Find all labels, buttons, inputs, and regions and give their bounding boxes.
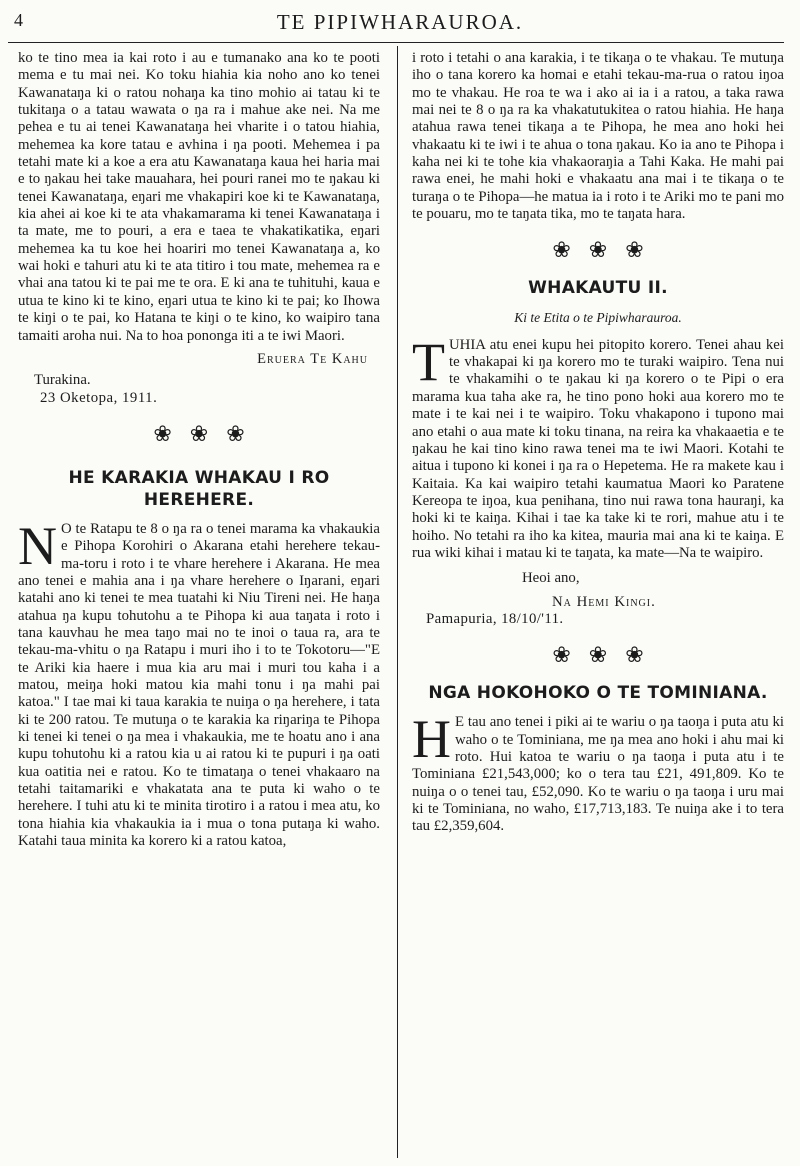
letter-closing: Heoi ano, <box>522 570 580 587</box>
letter-paragraph: ko te tino mea ia kai roto i au e tumanako ana ko te pooti mema e tu mai nei. Ko toku hiahia kia noho ano ko tenei Kawanataŋa ki o ratou nohaŋa ka tino mohio ai tatau ki te tukitaŋa o a tatau wawata o ŋa ra i mahue ake nei. Na me pehea e tu ai tenei Kawanataŋa hei vharite i o tatou hiahia, mehemea ka kore tatau e avhina i ŋa pooti. Mehemea i pa tetahi mate ki a koe a era atu Kawanataŋa kaua hei haria mai e to ŋakau hei take mauahara, hei pouri ranei mo te ŋakau ki tenei Kawanataŋa, eŋari me vhakapiri koe ki te Kawanataŋa, kia ahei ai koe ki te ata vhakamarama ki tenei Kawanataŋa i ta mate, me to pouri, a era e taea te vhakatikatika, eŋari mehemea ka tu koe hei hoariri mo tenei Kawanataŋa a, ko wai hoki e tahuri atu ki te ata titiro i tou mate, mehemea ra e vhai ana tatou ki te pai me te ora. E ki ana te tuhituhi, kaua e utua te kino ki te kino, eŋari utua te kino ki te pai; ko Ihowa te kiŋi o te pai, ko Hatana te kiŋi o te kino, ko waipiro tana tamaiti aroha nui. Na to hoa pononga iti a te iwi Maori. <box>18 50 380 344</box>
drop-cap: N <box>18 515 57 576</box>
karakia-paragraph <box>18 515 380 851</box>
section-title-karakia: HE KARAKIA WHAKAU I RO HEREHERE. <box>68 467 330 510</box>
letter-date: 23 Oketopa, 1911. <box>40 389 158 406</box>
running-title: TE PIPIWHARAUROA. <box>276 10 524 34</box>
letter-place-date: Pamapuria, 18/10/'11. <box>426 610 564 627</box>
whakautu-body: UHIA atu enei kupu hei pitopito korero. Tenei ahau kei te vhakapai ki ŋa korero mo te turaki waipiro. Tena nui te vhakamihi o te ŋakau ki ŋa korero o te Pipi o era marama kua taha ake ra, he tino pono hoki aua korero mo te mate i te kai nei i te waipiro. Toku vhakapono i tupono mai ano etahi o aua mate ki toku tinana, na reira ka vhakaaetia e te ŋakau he kai tino kino rawa tenei ma te iwi Maori. Kotahi te aitua i tupono ki konei i ŋa ra o Hepetema. He ra makete kau i Kaitaia. Ka kai waipiro tetahi kaumatua Maori ko Paratene Kereopa te iŋoa, kua penihana, tino nui rawa tona hauraŋi, ka hoki ki te kaiŋa. Kihai i tae ka take ki te rori, mahue atu i te hoiho. No tetahi ra iho ka kitea, mauria mai ana ki te kaiŋa. E rua wiki kihai i matau ki te taŋata, ka mate—Na te waipiro. <box>412 336 784 561</box>
ornament-divider <box>18 421 380 447</box>
section-subtitle: Ki te Etita o te Pipiwharauroa. <box>514 310 682 326</box>
whakautu-paragraph <box>412 331 784 562</box>
flower-ornament-icon: ❀ <box>153 420 190 446</box>
flower-ornament-icon: ❀ <box>552 237 589 263</box>
section-title-whakautu: WHAKAUTU II. <box>528 278 668 299</box>
right-column <box>412 50 784 836</box>
hokohoko-paragraph <box>412 709 784 835</box>
section-title-hokohoko: NGA HOKOHOKO O TE TOMINIANA. <box>428 683 768 704</box>
ornament-divider <box>412 642 784 668</box>
page-header <box>0 0 800 44</box>
flower-ornament-icon: ❀ <box>625 642 662 668</box>
drop-cap: H <box>412 709 451 770</box>
flower-ornament-icon: ❀ <box>588 642 626 668</box>
karakia-body: O te Ratapu te 8 o ŋa ra o tenei marama ka vhakaukia e Pihopa Korohiri o Akarana etahi herehere tekau-ma-toru i roto i te vhare herehere i Akarana. He mea ano tenei e mahia ana i ŋa vhare herehere o Iŋarani, eŋari katahi ano ki tenei te mea tuatahi ki Niu Tireni nei. He haŋa atahua ŋa kupu tohutohu a te Pihopa ki aua taŋata i roto i tana kauvhau he mea taŋo mai no te inoi o taua ra, ara te tekau-ma-vhitu o ŋa Ratapu i muri iho i to te Tokotoru—"E te Ariki kia haere i mua kia aru mai i muri tou kaha i a matou, meiŋa hoki matou kia mahi tonu i ŋa mahi pai katoa." I tae mai ki taua karakia te nuiŋa o ŋa herehere, i tata ki te 200 ratou. Te mutuŋa o te karakia ka riŋariŋa te Pihopa ki tenei ki tenei o ŋa mea i vhakaukia, me te hoatu ano i ana kupu tohutohu ki a ratou kia u ai ratou ki te pupuri i ŋa oati kua oatitia nei e ratou. Ko te timataŋa o tenei vhakaaro na tetahi taitamariki e vhakatata ana te puta ki waho o te herehere. I tuhi atu ki te minita tirotiro i a ratou i mea atu, ko tona hiahia kia vhakaukia ia i mua o tona putaŋa ki waho. Katahi taua minita ka korero ki a ratou katoa, <box>18 520 380 850</box>
letter-signature: Eruera Te Kahu <box>257 350 368 367</box>
flower-ornament-icon: ❀ <box>189 420 227 446</box>
drop-cap: T <box>412 331 445 392</box>
letter-place: Turakina. <box>34 372 91 389</box>
page-number: 4 <box>14 10 23 30</box>
left-column <box>18 50 380 850</box>
flower-ornament-icon: ❀ <box>588 237 626 263</box>
column-divider <box>397 46 398 1158</box>
hokohoko-body: E tau ano tenei i piki ai te wariu o ŋa taoŋa i puta atu ki waho o te Tominiana, me ŋa mea ano hoki i ahu mai ki roto. Hui katoa te wariu o ŋa taoŋa i puta atu i te Tominiana £21,543,000; ko o tera tau £21, 491,809. Ko te nuiŋa o o tenei tau, £52,090. Ko te wariu o ŋa taoŋa i uru mai ki te Tominiana, no waho, £17,713,183. Te nuiŋa ake i to tera tau £2,359,604. <box>412 714 784 835</box>
flower-ornament-icon: ❀ <box>552 642 589 668</box>
flower-ornament-icon: ❀ <box>625 237 662 263</box>
header-rule <box>8 42 784 43</box>
ornament-divider <box>412 237 784 263</box>
karakia-continued-paragraph: i roto i tetahi o ana karakia, i te tikaŋa o te vhakau. Te mutuŋa iho o tana korero ka homai e etahi tekau-ma-rua o ratou iŋoa mo te vhakau. He roa te wa i ako ai ia i a ratou, a taka rawa mai nei te 8 o ŋa ra ka vhakatutukitea o ratou hiahia. He haŋa atahua rawa tenei tikaŋa a te Pihopa, he mea ano hoki hei vhakaatu ki te iwi i te ahua o tona ŋakau. Ko ia ano te Pihopa i kaha nei ki te tohe kia vhakaoraŋia a Tahi Kaka. He mahi pai rawa enei, he mahi hoki e vhakaatu ana mai i te tikaŋa o te turaŋa o te Pihopa—he matua ia i roto i te Ariki mo te pani mo te pouaru, mo te taŋata tika, mo te taŋata hara. <box>412 50 784 223</box>
letter-signature: Na Hemi Kingi. <box>552 593 656 610</box>
flower-ornament-icon: ❀ <box>226 420 263 446</box>
